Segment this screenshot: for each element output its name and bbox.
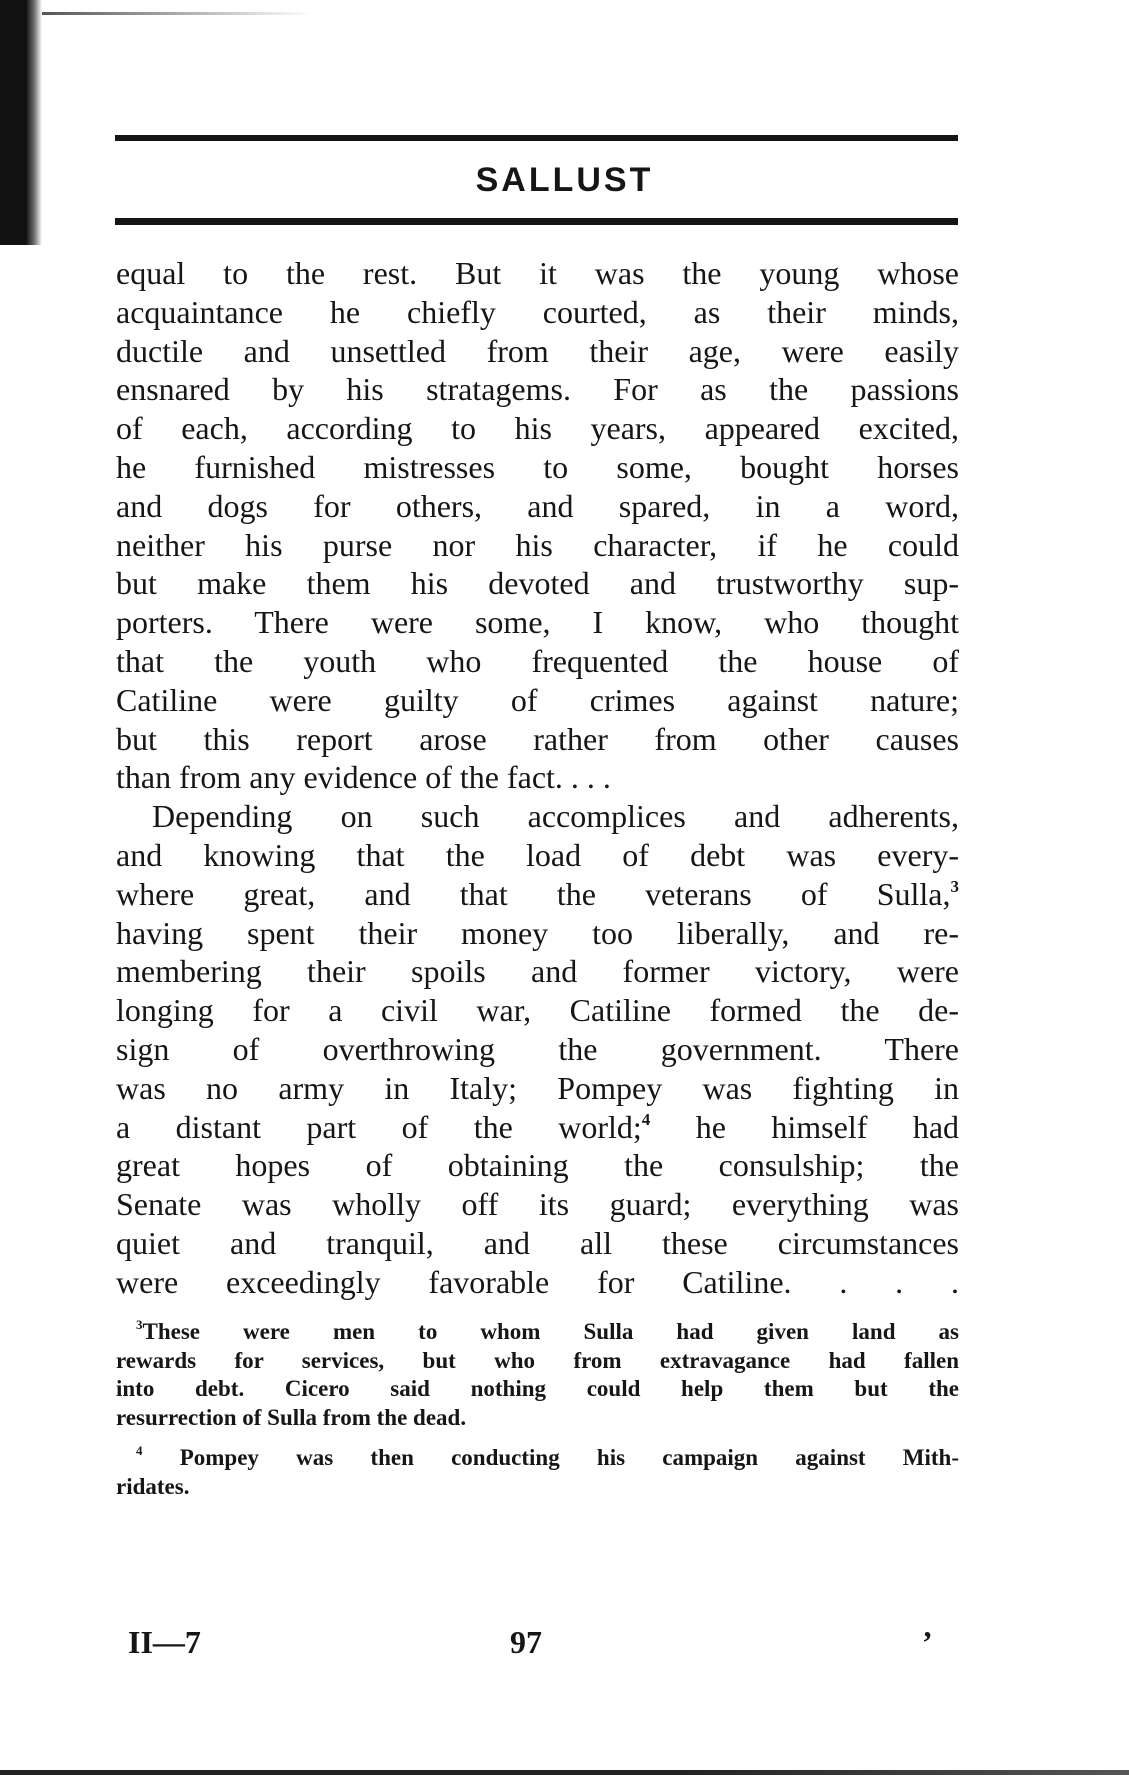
footnotes <box>116 1318 959 1501</box>
header-rule-top <box>115 135 958 141</box>
body-text <box>116 254 959 1302</box>
running-head: SALLUST <box>475 161 654 199</box>
footnote-number: 4 <box>136 1443 143 1458</box>
scan-scratch <box>42 12 312 15</box>
line-text: where great, and that the veterans of Sulla, <box>116 875 951 912</box>
footnote-sulla <box>116 1318 959 1432</box>
text-line: longing for a civil war, Catiline formed the de- <box>116 992 959 1029</box>
page-bottom-edge <box>0 1770 1129 1775</box>
text-line: were exceedingly favorable for Catiline. . . . <box>116 1263 959 1300</box>
line-text: a distant part of the world; <box>116 1108 642 1145</box>
text-line: Senate was wholly off its guard; everything was <box>116 1186 959 1223</box>
footnote-line: rewards for services, but who from extravagance had fallen <box>116 1347 959 1373</box>
footnote-line <box>116 1318 959 1347</box>
text-line: than from any evidence of the fact. . . . <box>116 759 611 796</box>
text-line: Depending on such accomplices and adherents, <box>152 798 959 835</box>
text-line: acquaintance he chiefly courted, as their minds, <box>116 293 959 330</box>
signature-mark: II—7 <box>128 1624 201 1660</box>
text-line <box>116 875 959 914</box>
text-line: but this report arose rather from other causes <box>116 720 959 757</box>
text-line: ensnared by his stratagems. For as the passions <box>116 371 959 408</box>
footnote-line: ridates. <box>116 1473 190 1499</box>
footnote-line: resurrection of Sulla from the dead. <box>116 1404 467 1430</box>
text-line: membering their spoils and former victory, were <box>116 953 959 990</box>
printer-mark: ’ <box>922 1624 933 1660</box>
footnote-text: These were men to whom Sulla had given land as <box>142 1319 959 1344</box>
text-line: he furnished mistresses to some, bought horses <box>116 448 959 485</box>
footnote-ref-pompey: 4 <box>641 1109 651 1129</box>
footnote-pompey <box>116 1444 959 1501</box>
text-line: neither his purse nor his character, if he could <box>116 526 959 563</box>
page-number: 97 <box>510 1624 542 1660</box>
text-line: and dogs for others, and spared, in a word, <box>116 487 959 524</box>
text-line <box>116 1108 959 1147</box>
text-line: porters. There were some, I know, who thought <box>116 604 959 641</box>
text-line: and knowing that the load of debt was every- <box>116 836 959 873</box>
header-rule-bottom <box>115 218 958 225</box>
text-line: of each, according to his years, appeared excited, <box>116 410 959 447</box>
footnote-number: 3 <box>136 1317 143 1332</box>
text-line: Catiline were guilty of crimes against nature; <box>116 681 959 718</box>
text-line: quiet and tranquil, and all these circumstances <box>116 1224 959 1261</box>
text-line: that the youth who frequented the house of <box>116 642 959 679</box>
footnote-ref-sulla: 3 <box>950 876 959 896</box>
text-line: sign of overthrowing the government. There <box>116 1030 959 1067</box>
text-line: great hopes of obtaining the consulship; the <box>116 1147 959 1184</box>
text-line: equal to the rest. But it was the young whose <box>116 255 959 291</box>
line-text: he himself had <box>695 1108 960 1145</box>
page-edge-shadow <box>0 0 42 245</box>
text-line: ductile and unsettled from their age, were easily <box>116 332 959 369</box>
text-line: was no army in Italy; Pompey was fighting in <box>116 1069 959 1106</box>
footnote-line: into debt. Cicero said nothing could help them but the <box>116 1376 959 1401</box>
text-line: having spent their money too liberally, and re- <box>116 914 959 951</box>
footnote-line <box>116 1444 959 1473</box>
footnote-text: Pompey was then conducting his campaign against Mith- <box>179 1445 960 1470</box>
text-line: but make them his devoted and trustworthy sup- <box>116 565 959 602</box>
